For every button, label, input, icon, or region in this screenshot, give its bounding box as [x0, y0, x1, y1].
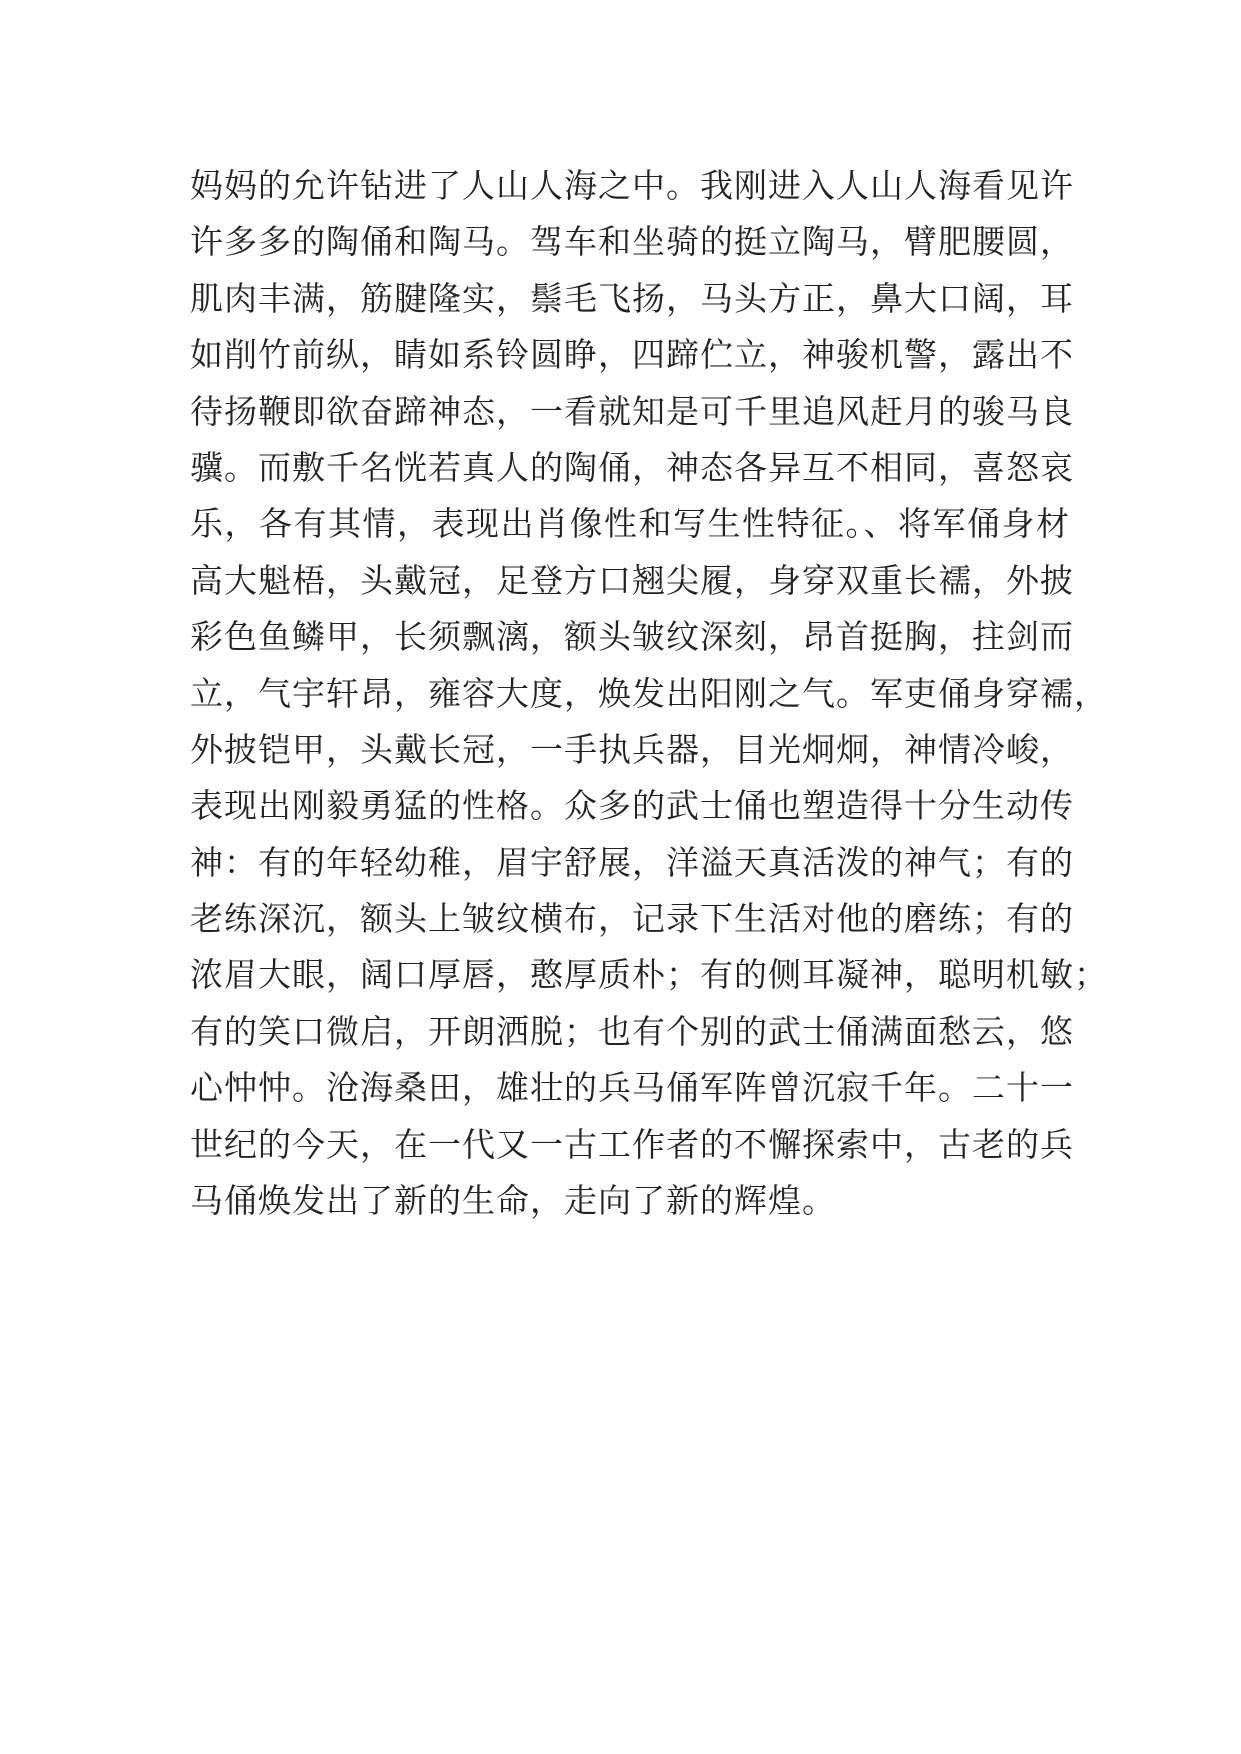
text-line: 表现出刚毅勇猛的性格。众多的武士俑也塑造得十分生动传: [190, 786, 1074, 826]
text-line: 浓眉大眼，阔口厚唇，憨厚质朴；有的侧耳凝神，聪明机敏；: [190, 955, 1108, 995]
text-line: 有的笑口微启，开朗洒脱；也有个别的武士俑满面愁云，悠: [190, 1011, 1074, 1051]
text-line: 骥。而敷千名恍若真人的陶俑，神态各异互不相同，喜怒哀: [190, 447, 1074, 487]
text-line: 神：有的年轻幼稚，眉宇舒展，洋溢天真活泼的神气；有的: [190, 842, 1074, 882]
text-line: 肌肉丰满，筋腱隆实，鬃毛飞扬，马头方正，鼻大口阔，耳: [190, 278, 1074, 318]
text-line: 如削竹前纵，睛如系铃圆睁，四蹄伫立，神骏机警，露出不: [190, 335, 1074, 375]
text-line: 彩色鱼鳞甲，长须飘漓，额头皱纹深刻，昂首挺胸，拄剑而: [190, 617, 1074, 657]
text-line: 高大魁梧，头戴冠，足登方口翘尖履，身穿双重长襦，外披: [190, 560, 1074, 600]
text-line: 待扬鞭即欲奋蹄神态，一看就知是可千里追风赶月的骏马良: [190, 391, 1074, 431]
text-line: 立，气宇轩昂，雍容大度，焕发出阳刚之气。军吏俑身穿襦，: [190, 673, 1108, 713]
body-paragraph: [190, 158, 1108, 1229]
text-line: 马俑焕发出了新的生命，走向了新的辉煌。: [190, 1181, 836, 1221]
text-line: 乐，各有其情，表现出肖像性和写生性特征。、将军俑身材: [190, 504, 1070, 544]
text-line: 老练深沉，额头上皱纹横布，记录下生活对他的磨练；有的: [190, 899, 1074, 939]
text-line: 心忡忡。沧海桑田，雄壮的兵马俑军阵曾沉寂千年。二十一: [190, 1068, 1074, 1108]
text-line: 妈妈的允许钻进了人山人海之中。我刚进入人山人海看见许: [190, 166, 1074, 205]
text-line: 世纪的今天，在一代又一古工作者的不懈探索中，古老的兵: [190, 1124, 1074, 1164]
text-line: 许多多的陶俑和陶马。驾车和坐骑的挺立陶马，臂肥腰圆，: [190, 222, 1074, 262]
text-line: 外披铠甲，头戴长冠，一手执兵器，目光炯炯，神情冷峻，: [190, 729, 1074, 769]
